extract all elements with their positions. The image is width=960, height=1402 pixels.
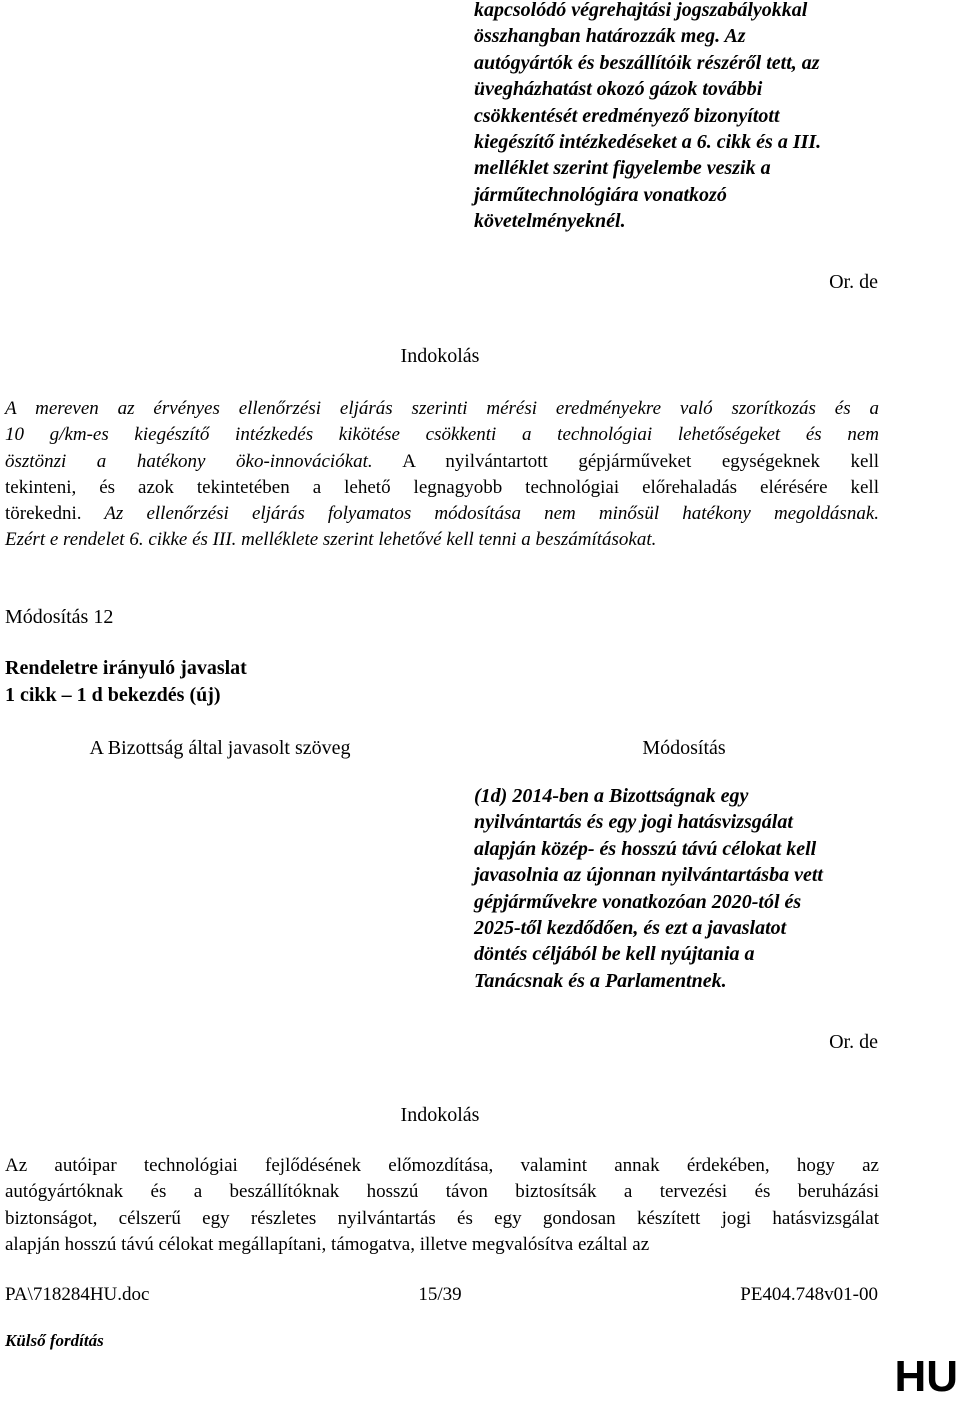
text-line: 2025-től kezdődően, és ezt a javaslatot bbox=[474, 917, 787, 940]
justification-heading: Indokolás bbox=[400, 345, 480, 367]
text-line: csökkentését eredményező bizonyított bbox=[474, 104, 780, 127]
text-line: alapján közép- és hosszú távú célokat kell bbox=[474, 837, 817, 860]
text-line bbox=[5, 475, 879, 501]
text-segment: ösztönzi a hatékony öko-innovációkat. bbox=[5, 450, 373, 472]
text-line bbox=[5, 449, 879, 475]
justification-heading: Indokolás bbox=[400, 1104, 480, 1126]
commission-text-heading: A Bizottság által javasolt szöveg bbox=[89, 737, 351, 759]
original-language-note: Or. de bbox=[829, 1031, 878, 1053]
text-line bbox=[5, 396, 879, 422]
text-line: kiegészítő intézkedéseket a 6. cikk és a III. bbox=[474, 131, 822, 154]
footer-doc-ref: PA\718284HU.doc bbox=[5, 1284, 150, 1305]
footer-pe-ref: PE404.748v01-00 bbox=[740, 1284, 878, 1305]
text-line: döntés céljából be kell nyújtania a bbox=[474, 943, 755, 966]
footer-translation-note: Külső fordítás bbox=[5, 1331, 104, 1350]
text-line: összhangban határozzák meg. Az bbox=[474, 25, 746, 48]
text-segment: 10 g/km-es kiegészítő intézkedés kikötése csökkenti a technológiai lehetőségeket és nem bbox=[5, 424, 879, 446]
text-segment: tekinteni, és azok tekintetében a lehető legnagyobb technológiai előrehaladás elérésére kell bbox=[5, 476, 879, 498]
amendment-text bbox=[474, 783, 894, 994]
text-segment: törekedni. bbox=[5, 503, 82, 525]
text-line: autógyártók és beszállítóik részéről tett, az bbox=[474, 51, 820, 74]
text-segment: Ezért e rendelet 6. cikke és III. melléklete szerint lehetővé kell tenni a beszámításokat. bbox=[5, 529, 657, 551]
footer-page-number: 15/39 bbox=[418, 1284, 462, 1305]
text-line: gépjárművekre vonatkozóan 2020-tól és bbox=[474, 890, 802, 913]
language-code: HU bbox=[894, 1352, 958, 1401]
text-line bbox=[5, 422, 879, 448]
text-line: biztonságot, célszerű egy részletes nyilvántartás és egy gondosan készített jogi hatásvizsgálat bbox=[5, 1207, 879, 1229]
text-line: melléklet szerint figyelembe veszik a bbox=[474, 157, 771, 180]
text-line: (1d) 2014-ben a Bizottságnak egy bbox=[474, 785, 749, 807]
text-line: kapcsolódó végrehajtási jogszabályokkal bbox=[474, 0, 808, 21]
text-line: autógyártóknak és a beszállítóknak hosszú távon biztosítsák a tervezési és beruházási bbox=[5, 1181, 879, 1203]
text-line: alapján hosszú távú célokat megállapítani, támogatva, illetve megvalósítva ezáltal az bbox=[5, 1233, 650, 1255]
text-line bbox=[5, 501, 879, 527]
text-line bbox=[5, 527, 879, 553]
text-segment: Az ellenőrzési eljárás folyamatos módosítása nem minősül hatékony megoldásnak. bbox=[81, 503, 879, 525]
text-line: javasolnia az újonnan nyilvántartásba vett bbox=[474, 864, 823, 887]
amendment-title bbox=[5, 655, 247, 709]
amendment-number: Módosítás 12 bbox=[5, 606, 114, 628]
amendment-text-continuation bbox=[474, 0, 894, 235]
text-line: követelményeknél. bbox=[474, 210, 626, 233]
amendment-column-heading: Módosítás bbox=[642, 737, 726, 759]
text-line: Az autóipar technológiai fejlődésének előmozdítása, valamint annak érdekében, hogy az bbox=[5, 1155, 879, 1176]
text-line: üvegházhatást okozó gázok további bbox=[474, 78, 763, 101]
text-line: Tanácsnak és a Parlamentnek. bbox=[474, 969, 727, 992]
article-reference: 1 cikk – 1 d bekezdés (új) bbox=[5, 684, 221, 706]
text-line: járműtechnológiára vonatkozó bbox=[474, 183, 727, 206]
text-segment: A nyilvántartott gépjárműveket egységeknek kell bbox=[372, 450, 879, 472]
text-line: nyilvántartás és egy jogi hatásvizsgálat bbox=[474, 811, 793, 834]
justification-paragraph bbox=[5, 1153, 879, 1258]
proposal-label: Rendeletre irányuló javaslat bbox=[5, 657, 247, 679]
text-segment: A mereven az érvényes ellenőrzési eljárás szerinti mérési eredményekre való szorítkozás és a bbox=[5, 398, 879, 419]
justification-paragraph bbox=[5, 396, 879, 554]
original-language-note: Or. de bbox=[829, 271, 878, 293]
